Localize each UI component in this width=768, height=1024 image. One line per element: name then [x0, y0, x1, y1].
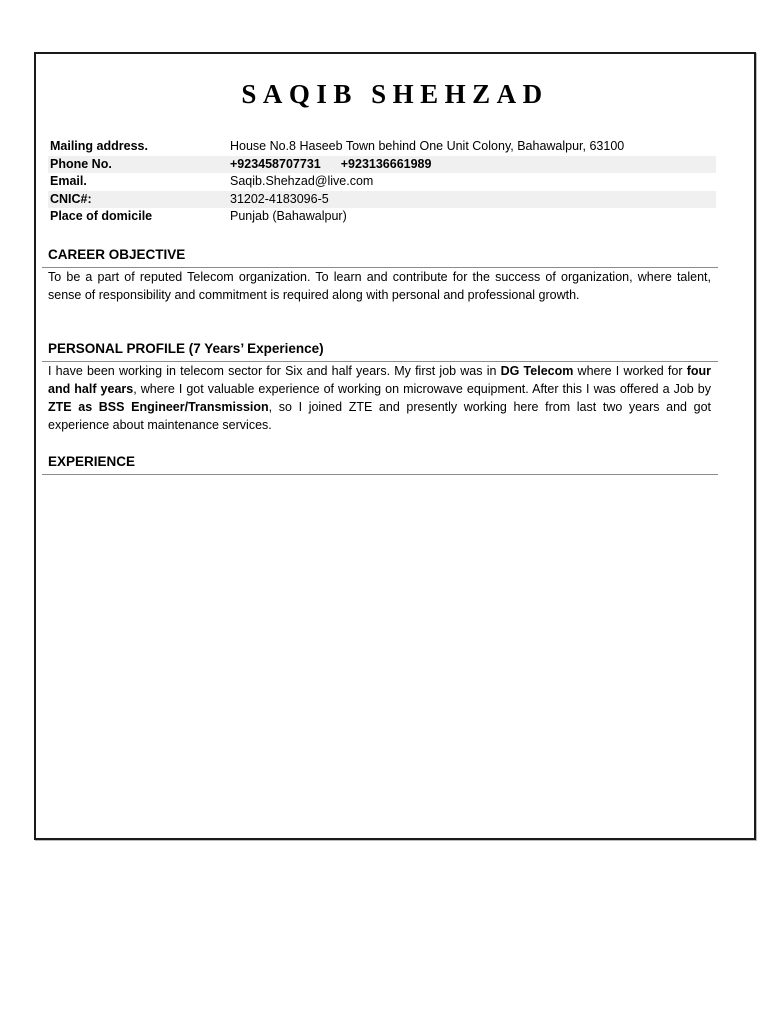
personal-profile-heading: PERSONAL PROFILE (7 Years’ Experience) — [48, 341, 324, 356]
profile-text-part1: I have been working in telecom sector for Six and half years. My first job was in — [48, 364, 501, 378]
cnic-label: CNIC#: — [48, 191, 228, 209]
phone-secondary: +923136661989 — [340, 156, 432, 171]
contact-row-cnic — [48, 191, 716, 209]
resume-name: SAQIB SHEHZAD — [241, 79, 549, 109]
contact-row-mailing — [48, 138, 716, 156]
profile-text-part3: , where I got valuable experience of working on microwave equipment. After this I was offered a Job by — [133, 382, 711, 396]
resume-page — [34, 52, 756, 840]
career-objective-heading: CAREER OBJECTIVE — [48, 247, 186, 262]
email-label: Email. — [50, 174, 87, 189]
experience-divider — [42, 474, 718, 475]
domicile-value: Punjab (Bahawalpur) — [230, 209, 347, 224]
profile-text-part4: , so I joined ZTE and presently working here from last two years and got experience about maintenance services. — [48, 400, 711, 432]
profile-text-part2: where I worked for — [573, 364, 687, 378]
cnic-value: 31202-4183096-5 — [228, 191, 716, 209]
domicile-label: Place of domicile — [50, 209, 153, 224]
profile-duration: four and half years — [48, 364, 712, 396]
experience-heading: EXPERIENCE — [48, 454, 136, 469]
contact-row-domicile — [48, 208, 716, 226]
phone-primary: +923458707731 — [230, 156, 321, 171]
contact-details-table — [48, 138, 716, 226]
email-value: Saqib.Shehzad@live.com — [230, 174, 374, 189]
mailing-address-label: Mailing address. — [50, 139, 148, 153]
phone-label: Phone No. — [48, 156, 228, 174]
mailing-address-value: House No.8 Haseeb Town behind One Unit Colony, Bahawalpur, 63100 — [230, 139, 625, 153]
phone-values — [228, 156, 716, 174]
personal-profile-text — [48, 362, 711, 434]
profile-role-zte: ZTE as BSS Engineer/Transmission — [48, 400, 269, 414]
contact-row-email — [48, 173, 716, 191]
contact-row-phone — [48, 156, 716, 174]
career-objective-text: To be a part of reputed Telecom organization. To learn and contribute for the success of organization, where talent, sense of responsibility and commitment is required along with personal and professional growth. — [48, 270, 711, 302]
profile-employer-dg-telecom: DG Telecom — [500, 364, 574, 378]
